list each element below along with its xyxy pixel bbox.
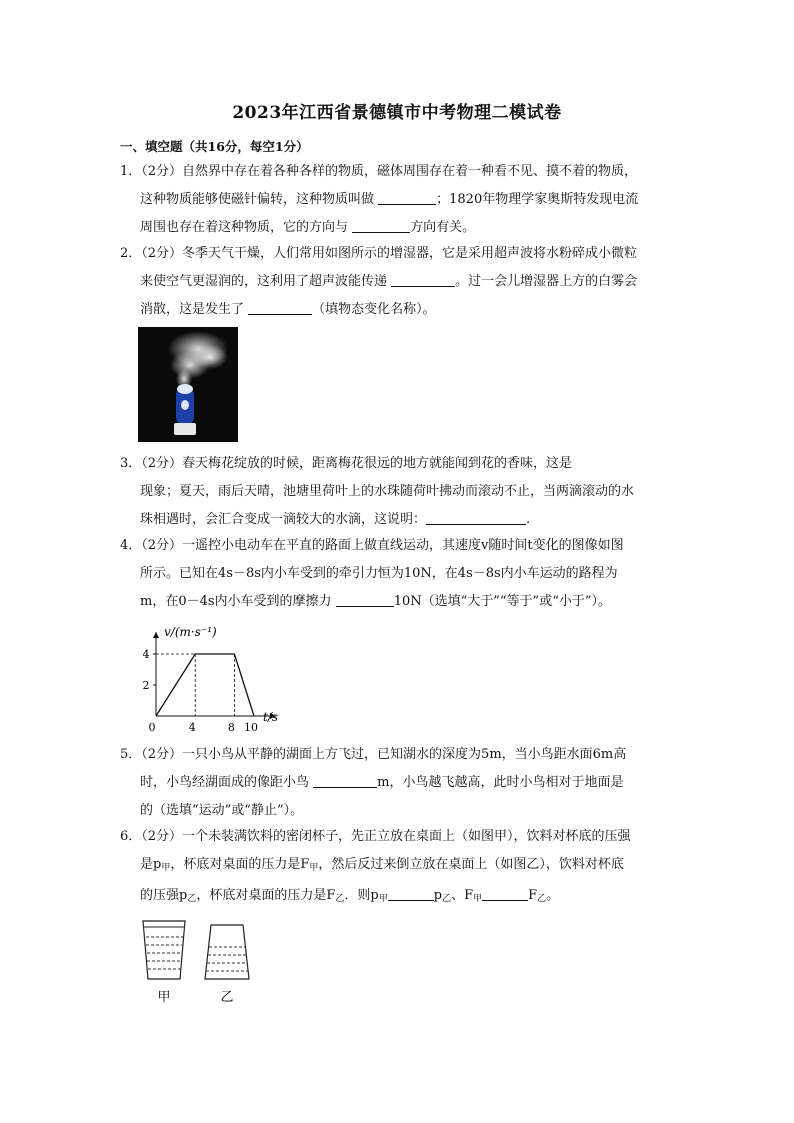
q5-text: 时，小鸟经湖面成的像距小鸟 bbox=[140, 775, 314, 790]
chart-axes bbox=[143, 625, 279, 734]
q6-text: 的压强p bbox=[140, 888, 188, 903]
upright-cup bbox=[143, 921, 185, 979]
y-axis-arrow bbox=[153, 632, 159, 638]
q4-line1: 4．（2分）一遥控小电动车在平直的路面上做直线运动，其速度v随时间t变化的图像如图 bbox=[120, 538, 624, 553]
answer-blank[interactable] bbox=[352, 218, 410, 233]
humidifier-photo bbox=[138, 327, 238, 442]
q6-text: 、F bbox=[451, 888, 474, 903]
answer-blank[interactable] bbox=[336, 592, 394, 607]
y-tick-label: 2 bbox=[142, 679, 150, 692]
question-5 bbox=[120, 741, 680, 825]
q6-subscript: 乙 bbox=[442, 894, 452, 904]
q5-line1: 5．（2分）一只小鸟从平静的湖面上方飞过，已知湖水的深度为5m，当小鸟距水面6m高 bbox=[120, 747, 627, 762]
x-tick-label: 0 bbox=[148, 721, 156, 734]
q6-line1: 6．（2分）一个未装满饮料的密闭杯子，先正立放在桌面上（如图甲），饮料对杯底的压强 bbox=[120, 829, 631, 844]
q6-text: ，杯底对桌面的压力是F bbox=[170, 857, 310, 872]
q3-line3 bbox=[120, 506, 680, 534]
q5-line3: 的（选填“运动”或“静止”）。 bbox=[140, 803, 304, 818]
answer-blank[interactable] bbox=[426, 510, 526, 525]
answer-blank[interactable] bbox=[313, 773, 377, 788]
y-axis-label: v/(m·s⁻¹) bbox=[164, 625, 217, 639]
q3-line2: 现象；夏天，雨后天晴，池塘里荷叶上的水珠随荷叶拂动而滚动不止，当两滴滚动的水 bbox=[140, 484, 635, 499]
q6-text: ，然后反过来倒立放在桌面上（如图乙），饮料对杯底 bbox=[318, 857, 624, 872]
cups-figure bbox=[135, 915, 265, 1010]
q2-line2 bbox=[120, 268, 680, 296]
section-heading: 一、填空题（共16分，每空1分） bbox=[120, 139, 309, 154]
q6-subscript: 甲 bbox=[473, 894, 483, 904]
answer-blank[interactable] bbox=[378, 190, 436, 205]
velocity-time-chart bbox=[135, 618, 315, 740]
q4-line2: 所示。已知在4s－8s内小车受到的牵引力恒为10N，在4s－8s内小车运动的路程为 bbox=[140, 566, 618, 581]
answer-blank[interactable] bbox=[482, 886, 528, 901]
x-tick-label: 4 bbox=[188, 721, 196, 734]
answer-blank[interactable] bbox=[248, 300, 312, 315]
q6-line2 bbox=[120, 851, 680, 882]
chart-marks bbox=[156, 654, 254, 716]
q3-text: . bbox=[526, 512, 531, 527]
q6-text: p bbox=[433, 888, 443, 903]
cup-label-a: 甲 bbox=[157, 990, 171, 1005]
q5-text: m，小鸟越飞越高，此时小鸟相对于地面是 bbox=[377, 775, 624, 790]
q1-line2 bbox=[120, 186, 680, 214]
q1-text: ；1820年物理学家奥斯特发现电流 bbox=[436, 192, 639, 207]
q5-line2 bbox=[120, 769, 680, 797]
answer-blank[interactable] bbox=[388, 886, 434, 901]
q3-line1: 3．（2分）春天梅花绽放的时候，距离梅花很远的地方就能闻到花的香味，这是 bbox=[120, 456, 573, 471]
q6-text: 是p bbox=[140, 857, 162, 872]
q2-text: 来使空气更湿润的，这利用了超声波能传递 bbox=[140, 274, 392, 289]
q6-text: F bbox=[528, 888, 538, 903]
q6-text: ，杯底对桌面的压力是F bbox=[196, 888, 336, 903]
q2-line3 bbox=[120, 296, 680, 324]
q1-line1: 1．（2分）自然界中存在着各种各样的物质，磁体周围存在着一种看不见、摸不着的物质， bbox=[120, 164, 638, 179]
q6-text: 。 bbox=[546, 888, 560, 903]
q3-text: 珠相遇时，会汇合变成一滴较大的水滴，这说明： bbox=[140, 512, 427, 527]
y-tick-label: 4 bbox=[142, 648, 150, 661]
x-axis-label: t/s bbox=[263, 710, 279, 724]
question-1 bbox=[120, 158, 680, 242]
q4-line3 bbox=[120, 588, 680, 616]
x-tick-label: 10 bbox=[244, 721, 258, 734]
cup-label-b: 乙 bbox=[220, 990, 234, 1005]
x-tick-label: 8 bbox=[227, 721, 235, 734]
question-4 bbox=[120, 532, 680, 616]
q6-subscript: 甲 bbox=[309, 863, 319, 873]
q6-text: ．则p bbox=[344, 888, 379, 903]
q4-text: 10N（选填“大于”“等于”或“小于”）。 bbox=[393, 594, 611, 609]
q2-text: 消散，这是发生了 bbox=[140, 302, 249, 317]
q2-line1: 2．（2分）冬季天气干燥，人们常用如图所示的增湿器，它是采用超声波将水粉碎成小微粒 bbox=[120, 246, 638, 261]
q2-text: （填物态变化名称）。 bbox=[312, 302, 436, 317]
q6-subscript: 乙 bbox=[187, 894, 197, 904]
q6-line3 bbox=[120, 882, 680, 913]
question-2 bbox=[120, 240, 680, 324]
q6-subscript: 甲 bbox=[161, 863, 171, 873]
q6-subscript: 甲 bbox=[378, 894, 388, 904]
question-6 bbox=[120, 823, 680, 913]
humidifier-illustration bbox=[138, 327, 238, 442]
answer-blank[interactable] bbox=[391, 272, 455, 287]
series-line bbox=[156, 654, 254, 716]
q1-text: 方向有关。 bbox=[410, 220, 476, 235]
inverted-cup bbox=[205, 925, 249, 979]
q1-text: 这种物质能够使磁针偏转，这种物质叫做 bbox=[140, 192, 379, 207]
question-3 bbox=[120, 450, 680, 534]
q1-line3 bbox=[120, 214, 680, 242]
q2-text: 。过一会儿增湿器上方的白雾会 bbox=[455, 274, 638, 289]
q6-subscript: 乙 bbox=[335, 894, 345, 904]
q1-text: 周围也存在着这种物质，它的方向与 bbox=[140, 220, 353, 235]
q6-subscript: 乙 bbox=[537, 894, 547, 904]
q4-text: m，在0－4s内小车受到的摩擦力 bbox=[140, 594, 336, 609]
page-title: 2023年江西省景德镇市中考物理二模试卷 bbox=[232, 103, 562, 123]
